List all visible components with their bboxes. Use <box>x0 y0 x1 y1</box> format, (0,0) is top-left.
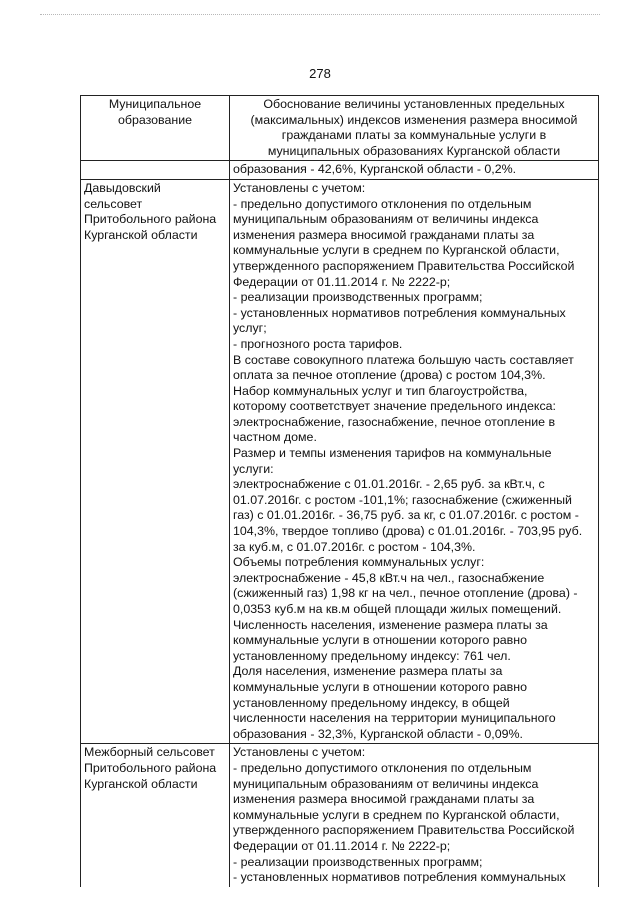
text-line: коммунальные услуги в отношении которого равно <box>233 633 527 648</box>
text-line: коммунальные услуги в отношении которого равно <box>233 679 527 694</box>
scan-edge <box>40 14 600 16</box>
text-line: которому соответствует значение предельного индекса: <box>233 399 556 414</box>
text-line: установленному предельному индексу, в общей <box>233 695 510 710</box>
text-line: Объемы потребления коммунальных услуг: <box>233 555 485 570</box>
text-line: - предельно допустимого отклонения по отдельным <box>233 760 532 775</box>
text-line: 104,3%, твердое топливо (дрова) с 01.01.2016г. - 703,95 руб. <box>233 524 583 539</box>
text-line: - установленных нормативов потребления коммунальных <box>233 305 566 320</box>
page-number: 278 <box>309 66 331 81</box>
text-line: Набор коммунальных услуг и тип благоустройства, <box>233 383 528 398</box>
text-line: 01.07.2016г. с ростом -101,1%; газоснабжение (сжиженный <box>233 492 572 507</box>
justification-cell <box>230 179 599 743</box>
text-line: электроснабжение - 45,8 кВт.ч на чел., газоснабжение <box>233 570 545 585</box>
text-line: - реализации производственных программ; <box>233 290 483 305</box>
text-line: - установленных нормативов потребления коммунальных <box>233 870 566 885</box>
text-line: В составе совокупного платежа большую часть составляет <box>233 352 574 367</box>
text-line: услуги: <box>233 461 274 476</box>
justification-cell <box>230 744 599 887</box>
text-line: - предельно допустимого отклонения по отдельным <box>233 196 532 211</box>
continuation-municipality-cell <box>81 161 230 180</box>
continuation-line: образования - 42,6%, Курганской области - 0,2%. <box>233 162 517 177</box>
table-row <box>81 744 599 887</box>
text-line: установленному предельному индексу: 761 чел. <box>233 648 511 663</box>
text-line: Муниципальное <box>108 97 202 111</box>
text-line: Притобольного района <box>84 760 217 775</box>
text-line: частном доме. <box>233 430 317 445</box>
text-line: утвержденного распоряжением Правительства Российской <box>233 258 575 273</box>
text-line: электроснабжение, газоснабжение, печное отопление в <box>233 414 556 429</box>
justification-table <box>80 95 599 887</box>
text-line: утвержденного распоряжением Правительства Российской <box>233 823 575 838</box>
municipality-cell <box>81 179 230 743</box>
header-justification <box>230 96 599 161</box>
text-line: изменения размера вносимой гражданами платы за <box>233 792 535 807</box>
text-line: Размер и темпы изменения тарифов на коммунальные <box>233 446 552 461</box>
text-line: Давыдовский <box>84 180 161 195</box>
text-line: за куб.м, с 01.07.2016г. с ростом - 104,3%. <box>233 539 476 554</box>
table-header-row <box>81 96 599 161</box>
continuation-row <box>81 161 599 180</box>
text-line: Притобольного района <box>84 212 217 227</box>
text-line: Обоснование величины установленных предельных <box>263 97 565 111</box>
text-line: гражданами платы за коммунальные услуги в <box>281 128 547 143</box>
continuation-justification-cell <box>230 161 599 180</box>
text-line: Доля населения, изменение размера платы за <box>233 664 503 679</box>
text-line: Федерации от 01.11.2014 г. № 2222-р; <box>233 274 451 289</box>
text-line: Курганской области <box>84 227 198 242</box>
text-line: газ) с 01.01.2016г. - 36,75 руб. за кг, с 01.07.2016г. с ростом - <box>233 508 579 523</box>
text-line: численности населения на территории муниципального <box>233 711 556 726</box>
text-line: коммунальные услуги в среднем по Курганской области, <box>233 807 560 822</box>
text-line: (максимальных) индексов изменения размера вносимой <box>250 112 578 127</box>
text-line: 0,0353 куб.м на кв.м общей площади жилых помещений. <box>233 602 562 616</box>
municipality-cell <box>81 744 230 887</box>
header-municipality <box>81 96 230 161</box>
text-line: - реализации производственных программ; <box>233 854 483 869</box>
text-line: - прогнозного роста тарифов. <box>233 336 403 351</box>
text-line: изменения размера вносимой гражданами платы за <box>233 227 535 242</box>
text-line: Установлены с учетом: <box>233 745 366 760</box>
text-line: образования - 32,3%, Курганской области - 0,09%. <box>233 726 523 741</box>
text-line: Курганской области <box>84 776 198 791</box>
text-line: Численность населения, изменение размера платы за <box>233 617 548 632</box>
text-line: Федерации от 01.11.2014 г. № 2222-р; <box>233 838 451 853</box>
text-line: сельсовет <box>84 196 143 211</box>
text-line: услуг; <box>233 321 267 336</box>
text-line: Установлены с учетом: <box>233 180 366 195</box>
text-line: муниципальных образованиях Курганской области <box>267 143 561 158</box>
text-line: образование <box>117 112 193 127</box>
text-line: муниципальным образованиям от величины индекса <box>233 212 539 227</box>
table-row <box>81 179 599 743</box>
text-line: (сжиженный газ) 1,98 кг на чел., печное отопление (дрова) - <box>233 586 578 601</box>
text-line: Межборный сельсовет <box>84 745 215 760</box>
text-line: оплата за печное отопление (дрова) с ростом 104,3%. <box>233 368 546 383</box>
text-line: коммунальные услуги в среднем по Курганской области, <box>233 243 560 258</box>
text-line: муниципальным образованиям от величины индекса <box>233 776 539 791</box>
text-line: электроснабжение с 01.01.2016г. - 2,65 руб. за кВт.ч, с <box>233 477 545 492</box>
